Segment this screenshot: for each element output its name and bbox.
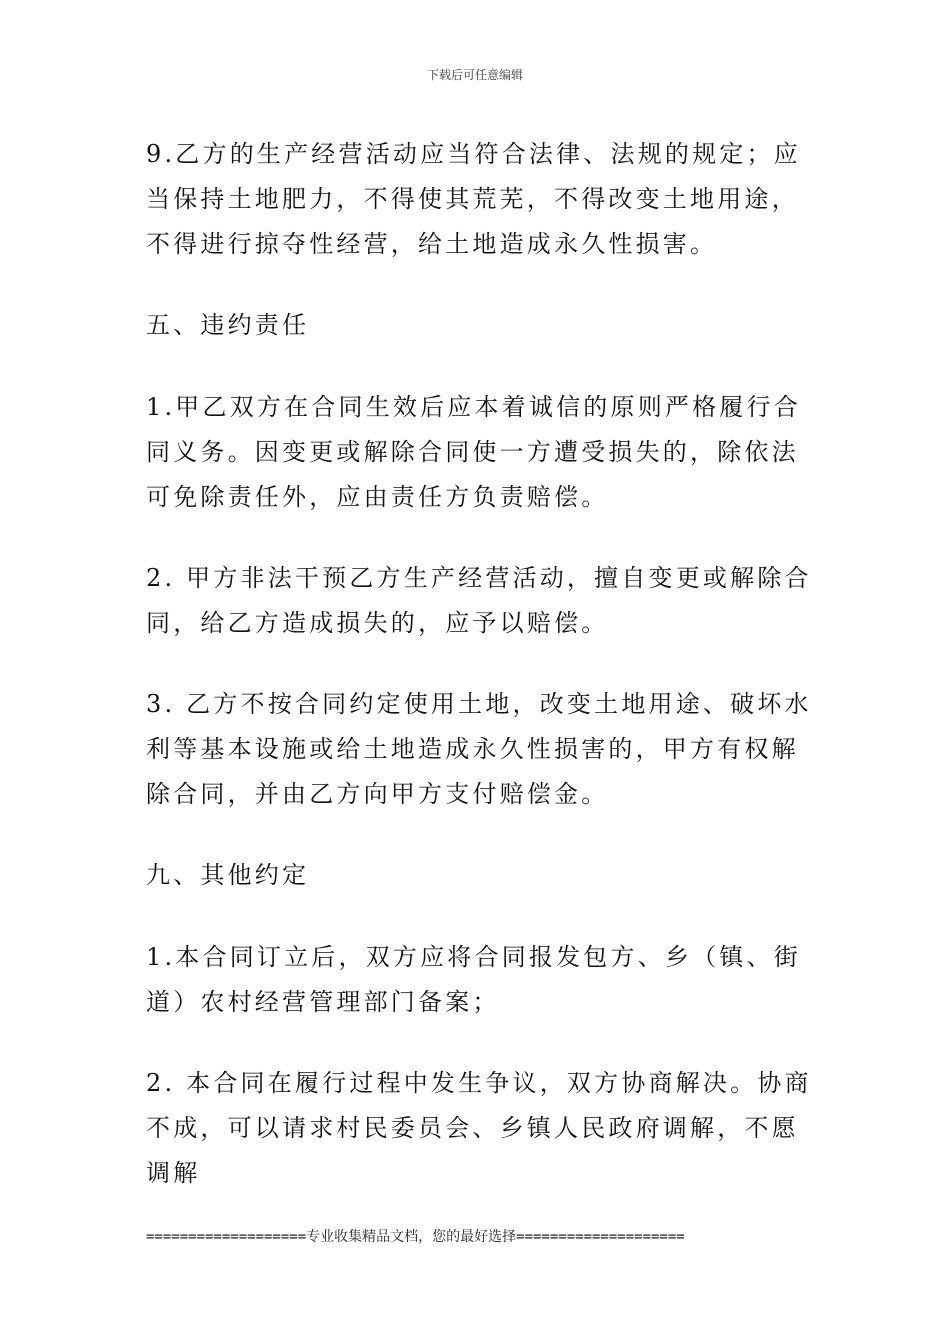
clause-2-party-a-interference: 2. 甲方非法干预乙方生产经营活动，擅自变更或解除合同，给乙方造成损失的，应予以赔偿。 xyxy=(146,564,812,637)
clause-9-tenant-obligations: 9.乙方的生产经营活动应当符合法律、法规的规定；应当保持土地肥力，不得使其荒芜，不得改变土地用途，不得进行掠夺性经营，给土地造成永久性损害。 xyxy=(146,140,801,258)
document-body xyxy=(146,132,818,1232)
section-heading-breach-liability: 五、违约责任 xyxy=(146,311,310,339)
clause-3-party-b-misuse: 3. 乙方不按合同约定使用土地，改变土地用途、破坏水利等基本设施或给土地造成永久性损害的，甲方有权解除合同，并由乙方向甲方支付赔偿金。 xyxy=(146,690,812,808)
page-footer-note: ===================专业收集精品文档，您的最好选择==================== xyxy=(146,1229,685,1245)
section-heading-other-terms: 九、其他约定 xyxy=(146,861,310,889)
clause-2-dispute-resolution: 2. 本合同在履行过程中发生争议，双方协商解决。协商不成，可以请求村民委员会、乡镇人民政府调解，不愿调解 xyxy=(146,1069,812,1187)
page-header-note: 下载后可任意编辑 xyxy=(426,68,523,82)
clause-1-good-faith: 1.甲乙双方在合同生效后应本着诚信的原则严格履行合同义务。因变更或解除合同使一方遭受损失的，除依法可免除责任外，应由责任方负责赔偿。 xyxy=(146,393,801,511)
clause-1-filing: 1.本合同订立后，双方应将合同报发包方、乡（镇、街道）农村经营管理部门备案； xyxy=(146,943,801,1016)
